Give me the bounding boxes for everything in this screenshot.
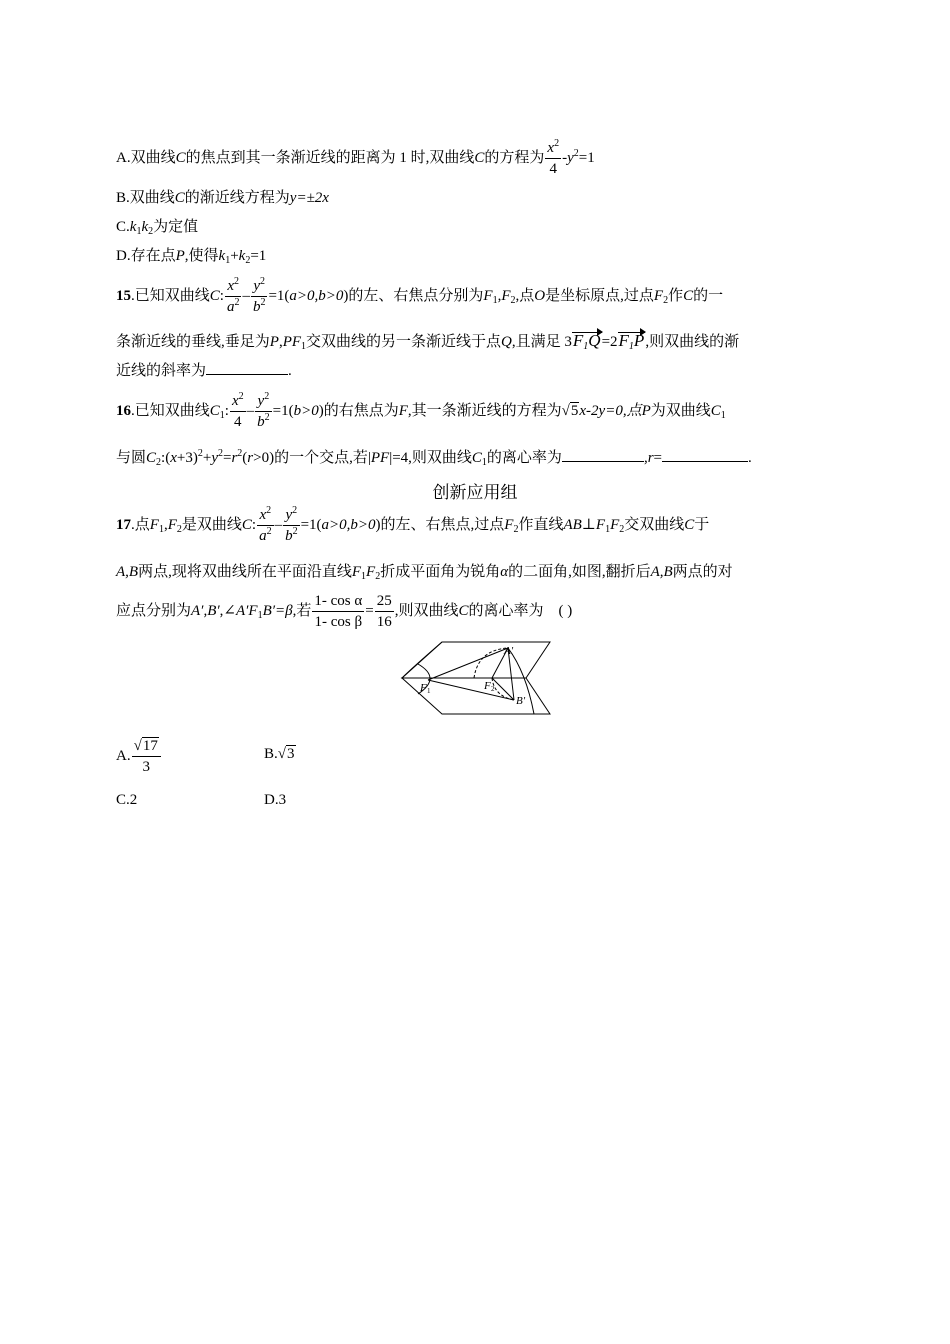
q16-text: >0)的一个交点,若| [253,450,371,466]
sub: 1 [628,341,634,352]
var-points: A′,B′ [191,602,220,619]
vec-f: F [572,331,584,350]
sup: 2 [260,297,266,308]
var-f: F [501,287,511,304]
answer-paren[interactable]: ( ) [558,602,573,619]
var-c: C [146,450,157,466]
var-c: C [683,287,694,304]
sup: 2 [264,391,270,402]
var-f: F [595,516,606,533]
var-f: F [483,287,493,304]
var-k: k [238,248,246,264]
frac-num: 25 [375,591,394,612]
answer-blank-e[interactable] [562,447,644,462]
frac-den: a [259,528,267,544]
sub: 1 [605,523,611,535]
q15-text: ,点 [515,287,535,304]
vec-f: F [618,331,629,350]
frac-num: x [227,278,235,294]
cond: =1( [272,402,294,419]
sub: 1 [361,571,367,582]
q17-line-1: 17.点$F_1,F_2$是双曲线C: $\frac{x^2}{a^2}$ – $\frac{y^2}{b^2}$ =1(a>0,b>0)的左、右焦点,过点$F_2$作直线$AB\perp F_1F_2$交双曲线C于 [116,505,710,544]
period: . [748,450,752,466]
var-f: F [351,564,362,580]
sub: 1 [301,341,307,352]
q16-text: x-2y=0,点 [579,402,642,419]
var-c: C [175,149,186,166]
q15-text: .已知双曲线 [131,287,210,304]
sub: 2 [156,457,162,468]
var-r: r [247,450,254,466]
frac-den: 1- cos β [314,614,363,630]
sup: 2 [266,505,272,516]
colon: : [251,516,257,533]
choice-a[interactable] [116,736,162,777]
var-c: C [684,516,695,533]
var-c: C [174,190,185,206]
sup: 2 [234,297,240,308]
cond2: a>0,b>0 [321,516,376,533]
var-pf: PF [370,450,390,466]
sup: 2 [234,276,240,287]
sqrt: √5 [561,402,579,419]
q17-text: 是双曲线 [181,516,242,533]
option-b-text: B.双曲线 [116,190,175,206]
section-heading: 创新应用组 [432,483,518,503]
var-f: F [149,516,159,533]
option-a-mid: 的焦点到其一条渐近线的距离为 1 时,双曲线 [185,149,475,166]
cond2: b>0 [293,402,319,419]
var-c: C [710,402,721,419]
option-d-post: =1 [250,248,267,264]
option-a-text: A.双曲线 [116,149,176,166]
q17-text: 的二面角,如图,翻折后 [508,564,651,580]
option-d-text: D.存在点 [116,248,176,264]
eq-one: =1 [578,149,595,166]
var-o: O [534,287,546,304]
sup: 2 [264,412,270,423]
q15-text: ,则双曲线的渐 [645,334,740,350]
choice-b[interactable]: B.√3 [264,746,295,762]
q17-text: ,若 [292,602,312,619]
label-b-prime: B′ [516,695,526,707]
sub: 1 [219,409,225,421]
fraction-cos [312,591,364,632]
sub: 2 [375,571,381,582]
perp: ⊥ [581,516,596,533]
q17-text: 于 [694,516,710,533]
sub: 1 [158,523,164,535]
sup: 2 [292,526,298,537]
eq: = [365,602,374,619]
choice-a-label: A. [116,748,131,764]
question-number: 16 [116,402,131,419]
sup: 2 [573,147,579,159]
frac-num: x [259,507,267,523]
q16-text: 为双曲线 [650,402,711,419]
frac-den: 4 [234,414,242,430]
q15-text: 是坐标原点,过点 [545,287,654,304]
f1-b-line [428,680,514,700]
label-f2-sub: 2 [491,685,495,693]
var-y: y [567,149,574,166]
radicand: 3 [287,746,295,762]
q16-text: ,其一条渐近线的方程为 [407,402,562,419]
sub: 2 [619,523,625,535]
var-y: y [211,450,218,466]
q17-text: 作直线 [518,516,564,533]
frac-num: y [285,507,293,523]
q15-text: ,且满足 3 [511,334,572,350]
sub: 2 [176,523,182,535]
eq: =2 [601,334,618,350]
var-f: F [167,516,177,533]
minus: - [562,149,568,166]
sub: 1 [492,294,498,306]
sup: 2 [197,448,203,459]
q16-text: |=4,则双曲线 [389,450,472,466]
q16-text: .已知双曲线 [131,402,210,419]
upper-plane [402,642,550,678]
hyperbola-left-upper [402,642,442,678]
sup: 2 [237,448,243,459]
q17-text: 应点分别为 [116,602,192,619]
option-c-text: 为定值 [153,219,199,235]
fraction-x2-over-4 [545,138,561,179]
label-f1: F [420,682,427,694]
sup: 2 [292,505,298,516]
label-a-prime: A′ [504,645,514,657]
var-p: P [175,248,185,264]
var-ab: A,B [650,564,673,580]
fraction-x2-a2 [257,505,274,546]
frac-den: b [285,528,293,544]
option-b-line [116,188,329,208]
option-d-mid: ,使得 [184,248,219,264]
sub: 1 [225,255,231,266]
frac-den: a [226,299,235,315]
q15-text: 条渐近线的垂线,垂足为 [116,334,270,350]
sub: 1 [136,226,142,237]
q17-text: )的左、右焦点,过点 [375,516,505,533]
q15-text: 交双曲线的另一条渐近线于点 [306,334,502,350]
frac-num: x [231,393,239,409]
answer-blank[interactable] [206,360,288,375]
var-c: C [241,516,252,533]
q17-text: 折成平面角为锐角 [380,564,501,580]
option-c-line [116,217,198,237]
sub: 2 [510,294,516,306]
dashed-arc [474,648,508,678]
var-f: F [653,287,664,304]
colon: : [224,402,229,419]
choice-c[interactable] [116,792,137,809]
var-c: C [474,149,485,166]
var-angle: A′F [235,602,258,619]
answer-blank-r[interactable] [662,447,748,462]
var-alpha: α [500,564,509,580]
frac-num: 1- cos α [312,591,364,612]
var-f: F [504,516,514,533]
option-b-eq: y=±2x [289,190,329,206]
paren: ( [242,450,248,466]
frac-num: y [253,278,261,294]
f1-a-line [428,648,508,680]
q17-text: 交双曲线 [624,516,685,533]
var-r: r [231,450,238,466]
vector-f1q [572,331,602,351]
q15-line-2: 条渐近线的垂线,垂足为$P,PF_1$交双曲线的另一条渐近线于点Q,且满足 $3F_1Q=2F_1P$,则双曲线的渐 [116,331,740,352]
question-number: 17 [116,516,131,533]
sub: 2 [663,294,669,306]
q17-text: 两点,现将双曲线所在平面沿直线 [138,564,352,580]
q17-line-2 [116,562,733,582]
var-p: P [269,334,279,350]
var-c: C [209,402,220,419]
comma: , [163,516,168,533]
var-pf: PF [282,334,302,350]
q16-text: +3) [176,450,198,466]
option-a-post: 的方程为 [484,149,545,166]
var-c: C [209,287,220,304]
var-r: r [647,450,654,466]
q17-text: 的离心率为 [468,602,544,619]
radicand: 5 [570,402,579,419]
q16-line-1: 16.已知双曲线$C_1$: $\frac{x^2}{4}$ – $\frac{y^2}{b^2}$ =1(b>0)的右焦点为F,其一条渐近线的方程为√5x-2y=0,点P为双曲线$C_1$ [116,391,726,430]
q15-text: )的左、右焦点分别为 [343,287,484,304]
plus: + [202,450,212,466]
var-k: k [141,219,149,235]
sub: 2 [245,255,251,266]
var-f: F [366,564,376,580]
choice-b-label: B. [264,746,278,762]
var-c: C [458,602,469,619]
var-k: k [129,219,137,235]
var-x: x [170,450,177,466]
question-number: 15 [116,287,131,304]
choice-c-label: C.2 [116,792,138,808]
q15-text: 近线的斜率为 [116,363,207,379]
var-p: P [641,402,651,419]
fraction-25-16 [375,591,394,632]
frac-num: x [547,140,555,156]
q17-text: ,则双曲线 [394,602,459,619]
choice-d-label: D.3 [264,792,287,808]
q17-line-3 [116,591,572,632]
sub: 2 [148,226,154,237]
colon: : [219,287,224,304]
sup: 2 [238,391,244,402]
q17-text: 两点的对 [672,564,733,580]
sup: 2 [266,526,272,537]
cond: =1( [268,287,290,304]
sup: 2 [217,448,223,459]
frac-num: y [257,393,265,409]
vec-p: P [633,331,645,350]
sub: 1 [720,409,726,421]
var-ab: AB [563,516,582,533]
q15-line-3 [116,360,292,381]
fraction-x2-4 [230,391,246,432]
sub: 2 [513,523,519,535]
vector-f1p [618,331,646,351]
var-f: F [398,402,408,419]
q16-text: 的离心率为 [486,450,562,466]
option-b-mid: 的渐近线方程为 [184,190,290,206]
sub: 1 [583,341,589,352]
q16-text: )的右焦点为 [318,402,399,419]
choice-d[interactable] [264,792,286,809]
radicand: 17 [142,738,158,754]
fraction-y2-b2 [283,505,300,546]
plus: + [230,248,239,264]
option-d-line [116,246,266,266]
fraction-y2-b2 [251,276,268,317]
sub: 1 [257,609,263,621]
q15-text: 的一 [693,287,724,304]
q15-line-1: 15.已知双曲线C: $\frac{x^2}{a^2}$ – $\frac{y^2}{b^2}$ =1(a>0,b>0)的左、右焦点分别为$F_1,F_2$,点O是坐标原点,过点$F_2$作C的一 [116,276,724,315]
var-k: k [218,248,226,264]
period: . [288,363,292,379]
cond2: a>0,b>0 [289,287,344,304]
var-f: F [610,516,620,533]
q15-text: 作 [668,287,684,304]
q17-text: ,∠ [219,602,236,619]
frac-den: 16 [376,614,392,630]
var-q: Q [501,334,512,350]
eq: = [653,450,662,466]
sup: 2 [260,276,266,287]
comma: , [643,450,648,466]
frac-den: b [252,299,261,315]
option-c-label: C. [116,219,130,235]
q16-line-2 [116,447,752,468]
frac-den: 3 [142,759,150,775]
sub: 1 [481,457,487,468]
cond: =1( [300,516,322,533]
q17-text: .点 [131,516,150,533]
fraction-x2-a2 [225,276,242,317]
label-f1-sub: 1 [427,687,431,695]
fraction-y2-b2 [255,391,272,432]
var-ab: A,B [116,564,139,580]
option-a-line [116,138,595,179]
var-angle: B′=β [262,602,293,619]
q16-text: 与圆 [116,450,147,466]
var-c: C [471,450,482,466]
eq: = [222,450,232,466]
sup: 2 [554,138,560,149]
folded-hyperbola-figure [398,638,552,718]
frac-den: 4 [549,161,557,177]
choice-a-fraction: $\frac{√17}{3}$ [132,736,161,777]
q16-text: :( [161,450,171,466]
label-f2: F [484,680,491,692]
frac-den: b [257,414,265,430]
vec-q: Q [588,331,601,350]
